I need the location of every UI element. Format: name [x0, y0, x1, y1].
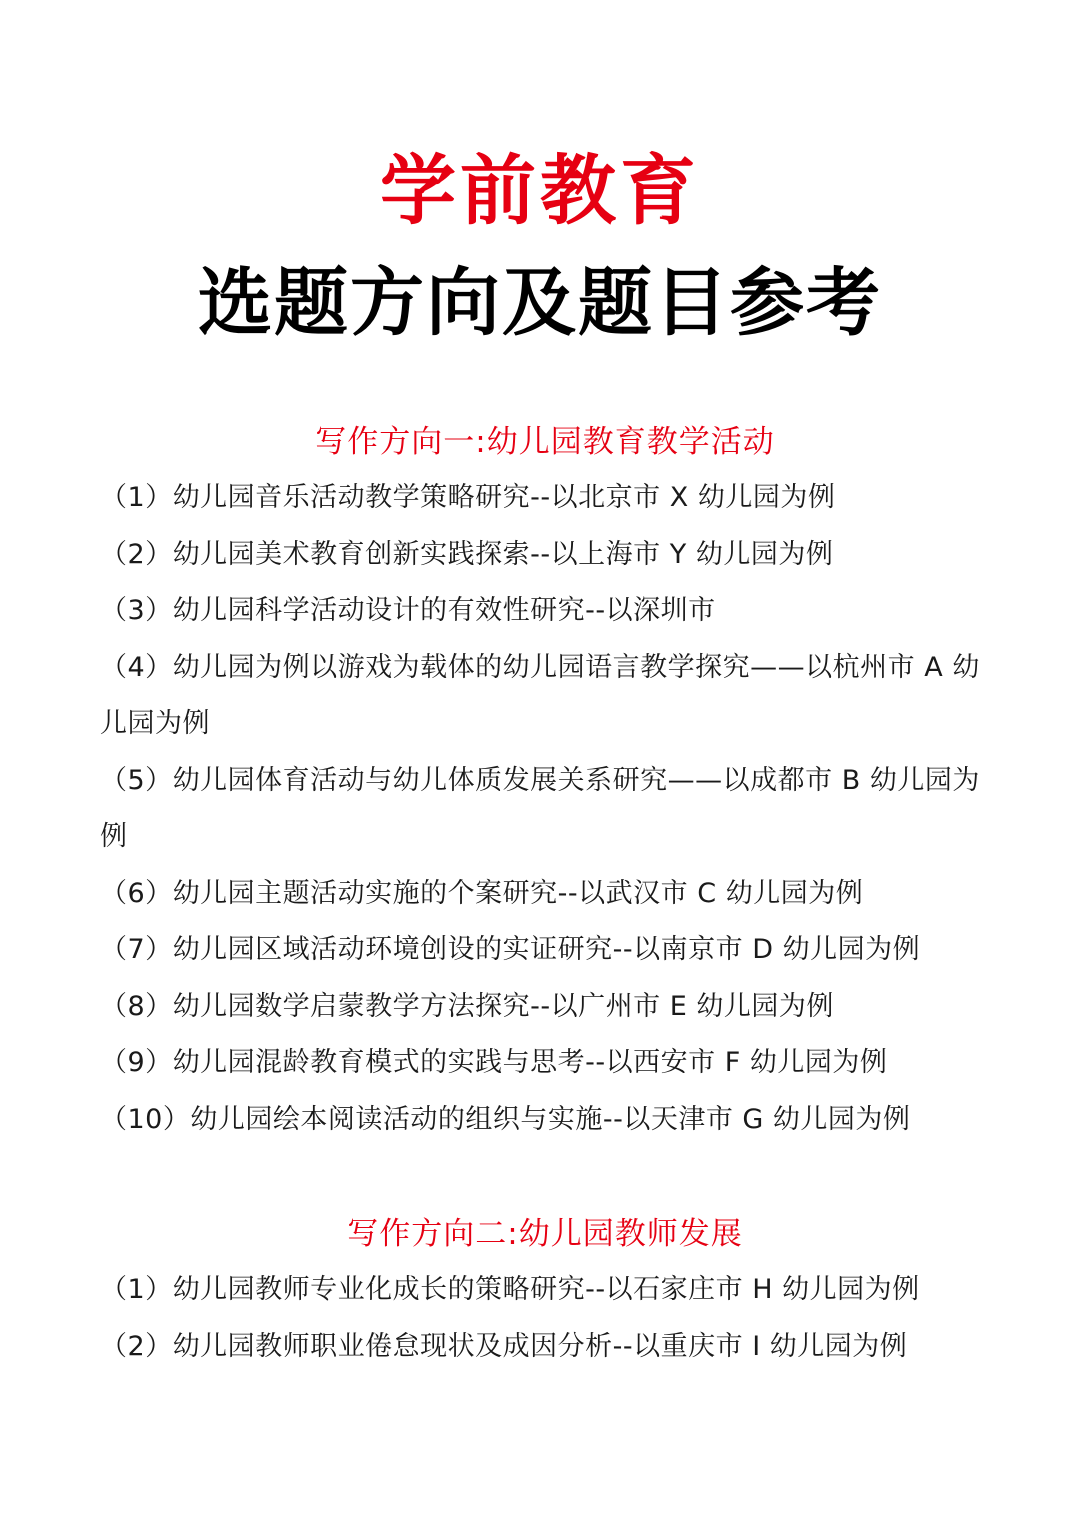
section-heading: 写作方向二:幼儿园教师发展 [347, 1216, 743, 1252]
item-text: 幼儿园主题活动实施的个案研究--以武汉市 C 幼儿园为例 [172, 877, 864, 909]
item-number: （3） [100, 595, 173, 626]
item-number: （6） [100, 877, 173, 909]
main-title: 学前教育 [380, 146, 700, 235]
item-number: （1） [100, 482, 173, 513]
item-text: 幼儿园教师专业化成长的策略研究--以石家庄市 H 幼儿园为例 [172, 1274, 920, 1305]
item-text: 幼儿园为例以游戏为载体的幼儿园语言教学探究——以杭州市 A 幼儿园为例 [100, 651, 980, 739]
item-number: （10） [100, 1103, 191, 1135]
list-item [100, 866, 990, 923]
item-text: 幼儿园体育活动与幼儿体质发展关系研究——以成都市 B 幼儿园为例 [100, 764, 980, 852]
item-number: （7） [100, 934, 173, 965]
item-text: 幼儿园混龄教育模式的实践与思考--以西安市 F 幼儿园为例 [172, 1047, 888, 1078]
list-item [100, 583, 990, 640]
subtitle: 选题方向及题目参考 [198, 260, 882, 346]
list-item [100, 979, 990, 1036]
list-item [100, 1262, 990, 1319]
item-text: 幼儿园科学活动设计的有效性研究--以深圳市 [172, 595, 716, 626]
list-item [100, 1092, 990, 1149]
item-text: 幼儿园美术教育创新实践探索--以上海市 Y 幼儿园为例 [172, 538, 834, 570]
item-number: （1） [100, 1274, 173, 1305]
item-number: （8） [100, 990, 173, 1022]
list-item [100, 1035, 990, 1092]
item-text: 幼儿园区域活动环境创设的实证研究--以南京市 D 幼儿园为例 [172, 934, 921, 965]
item-number: （2） [100, 538, 173, 570]
item-number: （4） [100, 651, 173, 683]
item-text: 幼儿园数学启蒙教学方法探究--以广州市 E 幼儿园为例 [172, 990, 834, 1022]
list-item [100, 922, 990, 979]
list-item [100, 527, 990, 584]
list-item [100, 1319, 990, 1376]
item-text: 幼儿园绘本阅读活动的组织与实施--以天津市 G 幼儿园为例 [190, 1103, 911, 1135]
item-text: 幼儿园教师职业倦怠现状及成因分析--以重庆市 I 幼儿园为例 [172, 1330, 908, 1362]
list-item [100, 470, 990, 527]
list-item [100, 640, 990, 753]
item-number: （9） [100, 1047, 173, 1078]
item-number: （5） [100, 764, 173, 796]
item-text: 幼儿园音乐活动教学策略研究--以北京市 X 幼儿园为例 [172, 482, 836, 513]
item-number: （2） [100, 1330, 173, 1362]
list-item [100, 753, 990, 866]
section-heading: 写作方向一:幼儿园教育教学活动 [315, 424, 775, 460]
section-direction-1 [100, 418, 990, 1148]
section-direction-2 [100, 1210, 990, 1375]
